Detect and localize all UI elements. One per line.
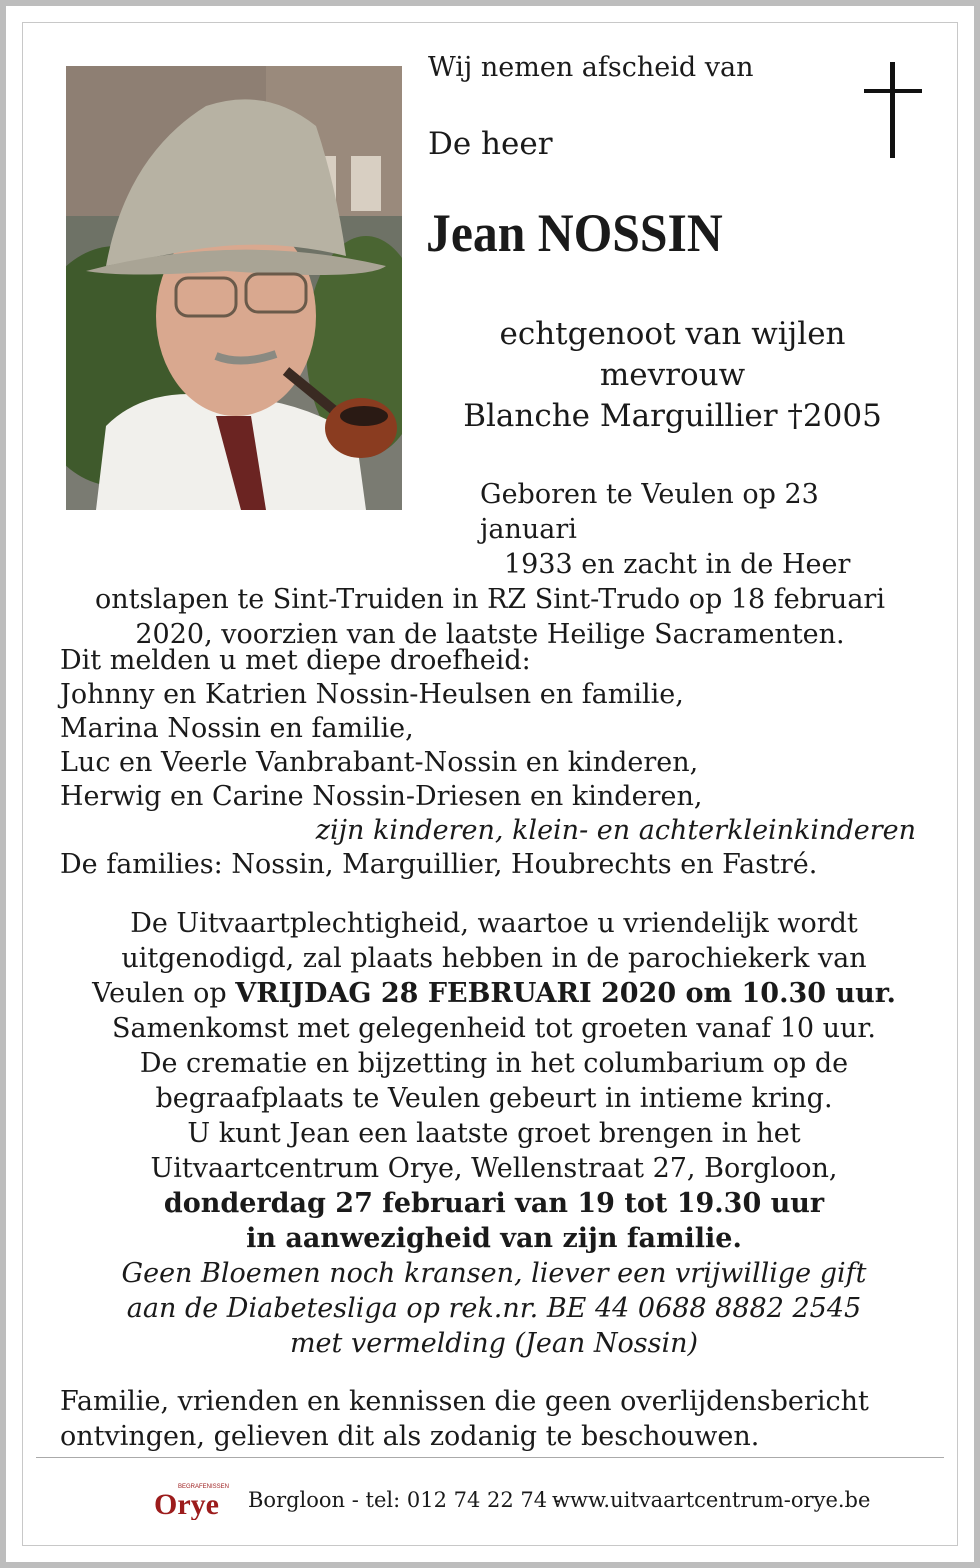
- spouse-line-1: echtgenoot van wijlen: [499, 316, 846, 352]
- intro-text: Wij nemen afscheid van: [428, 52, 754, 83]
- svg-text:Orye: Orye: [154, 1488, 219, 1520]
- family-block: [60, 644, 930, 882]
- ceremony-line-3: [60, 976, 928, 1011]
- ceremony-line-8: Uitvaartcentrum Orye, Wellenstraat 27, Borgloon,: [150, 1153, 838, 1184]
- birth-line-2: 1933 en zacht in de Heer: [504, 549, 851, 580]
- spouse-block: [420, 314, 925, 437]
- footer-website-link[interactable]: www.uitvaartcentrum-orye.be: [552, 1488, 871, 1512]
- closing-block: [60, 1384, 930, 1454]
- birth-line-4: 2020, voorzien van de laatste Heilige Sacramenten.: [135, 619, 845, 650]
- visitation-note-text: in aanwezigheid van zijn familie.: [246, 1223, 742, 1254]
- closing-line-2: ontvingen, gelieven dit als zodanig te beschouwen.: [60, 1421, 760, 1452]
- footer-contact: Borgloon - tel: 012 74 22 74 -: [248, 1488, 561, 1512]
- flowers-line-3: met vermelding (Jean Nossin): [289, 1328, 699, 1359]
- family-member: Marina Nossin en familie,: [60, 713, 414, 744]
- svg-text:BEGRAFENISSEN: BEGRAFENISSEN: [178, 1484, 230, 1490]
- ceremony-line-7: U kunt Jean een laatste groet brengen in het: [187, 1118, 801, 1149]
- ceremony-place: Veulen op: [92, 978, 227, 1009]
- birth-block: [60, 477, 920, 652]
- portrait-illustration: [66, 66, 402, 510]
- orye-logo: [150, 1480, 230, 1520]
- visitation-date-text: donderdag 27 februari van 19 tot 19.30 uur: [163, 1188, 825, 1219]
- closing-line-1: Familie, vrienden en kennissen die geen overlijdensbericht: [60, 1386, 869, 1417]
- cross-icon: [864, 62, 922, 158]
- ceremony-line-6: begraafplaats te Veulen gebeurt in intieme kring.: [155, 1083, 833, 1114]
- ceremony-block: [60, 906, 928, 1361]
- ceremony-line-1: De Uitvaartplechtigheid, waartoe u vriendelijk wordt: [130, 908, 858, 939]
- flowers-line-1: Geen Bloemen noch kransen, liever een vrijwillige gift: [121, 1258, 867, 1289]
- family-intro: Dit melden u met diepe droefheid:: [60, 645, 531, 676]
- deceased-name: Jean NOSSIN: [426, 203, 723, 263]
- ceremony-line-4: Samenkomst met gelegenheid tot groeten vanaf 10 uur.: [112, 1013, 876, 1044]
- family-member: Johnny en Katrien Nossin-Heulsen en familie,: [60, 679, 684, 710]
- footer: [150, 1480, 870, 1520]
- visitation-date: [60, 1186, 928, 1221]
- birth-line-3: ontslapen te Sint-Truiden in RZ Sint-Trudo op 18 februari: [95, 584, 885, 615]
- ceremony-line-5: De crematie en bijzetting in het columbarium op de: [139, 1048, 849, 1079]
- honorific: De heer: [428, 126, 553, 162]
- spouse-line-3: Blanche Marguillier †2005: [463, 398, 882, 434]
- family-names: De families: Nossin, Marguillier, Houbrechts en Fastré.: [60, 849, 818, 880]
- footer-divider: [36, 1457, 944, 1458]
- ceremony-date: VRIJDAG 28 FEBRUARI 2020 om 10.30 uur.: [235, 978, 896, 1009]
- ceremony-line-2: uitgenodigd, zal plaats hebben in de parochiekerk van: [121, 943, 867, 974]
- visitation-note: [60, 1221, 928, 1256]
- portrait-photo: [66, 66, 402, 510]
- flowers-line-2: aan de Diabetesliga op rek.nr. BE 44 0688 8882 2545: [126, 1293, 862, 1324]
- family-relation: zijn kinderen, klein- en achterkleinkinderen: [315, 815, 916, 846]
- family-member: Luc en Veerle Vanbrabant-Nossin en kinderen,: [60, 747, 699, 778]
- family-member: Herwig en Carine Nossin-Driesen en kinderen,: [60, 781, 703, 812]
- spouse-line-2: mevrouw: [599, 357, 746, 393]
- birth-line-1: Geboren te Veulen op 23 januari: [480, 479, 819, 545]
